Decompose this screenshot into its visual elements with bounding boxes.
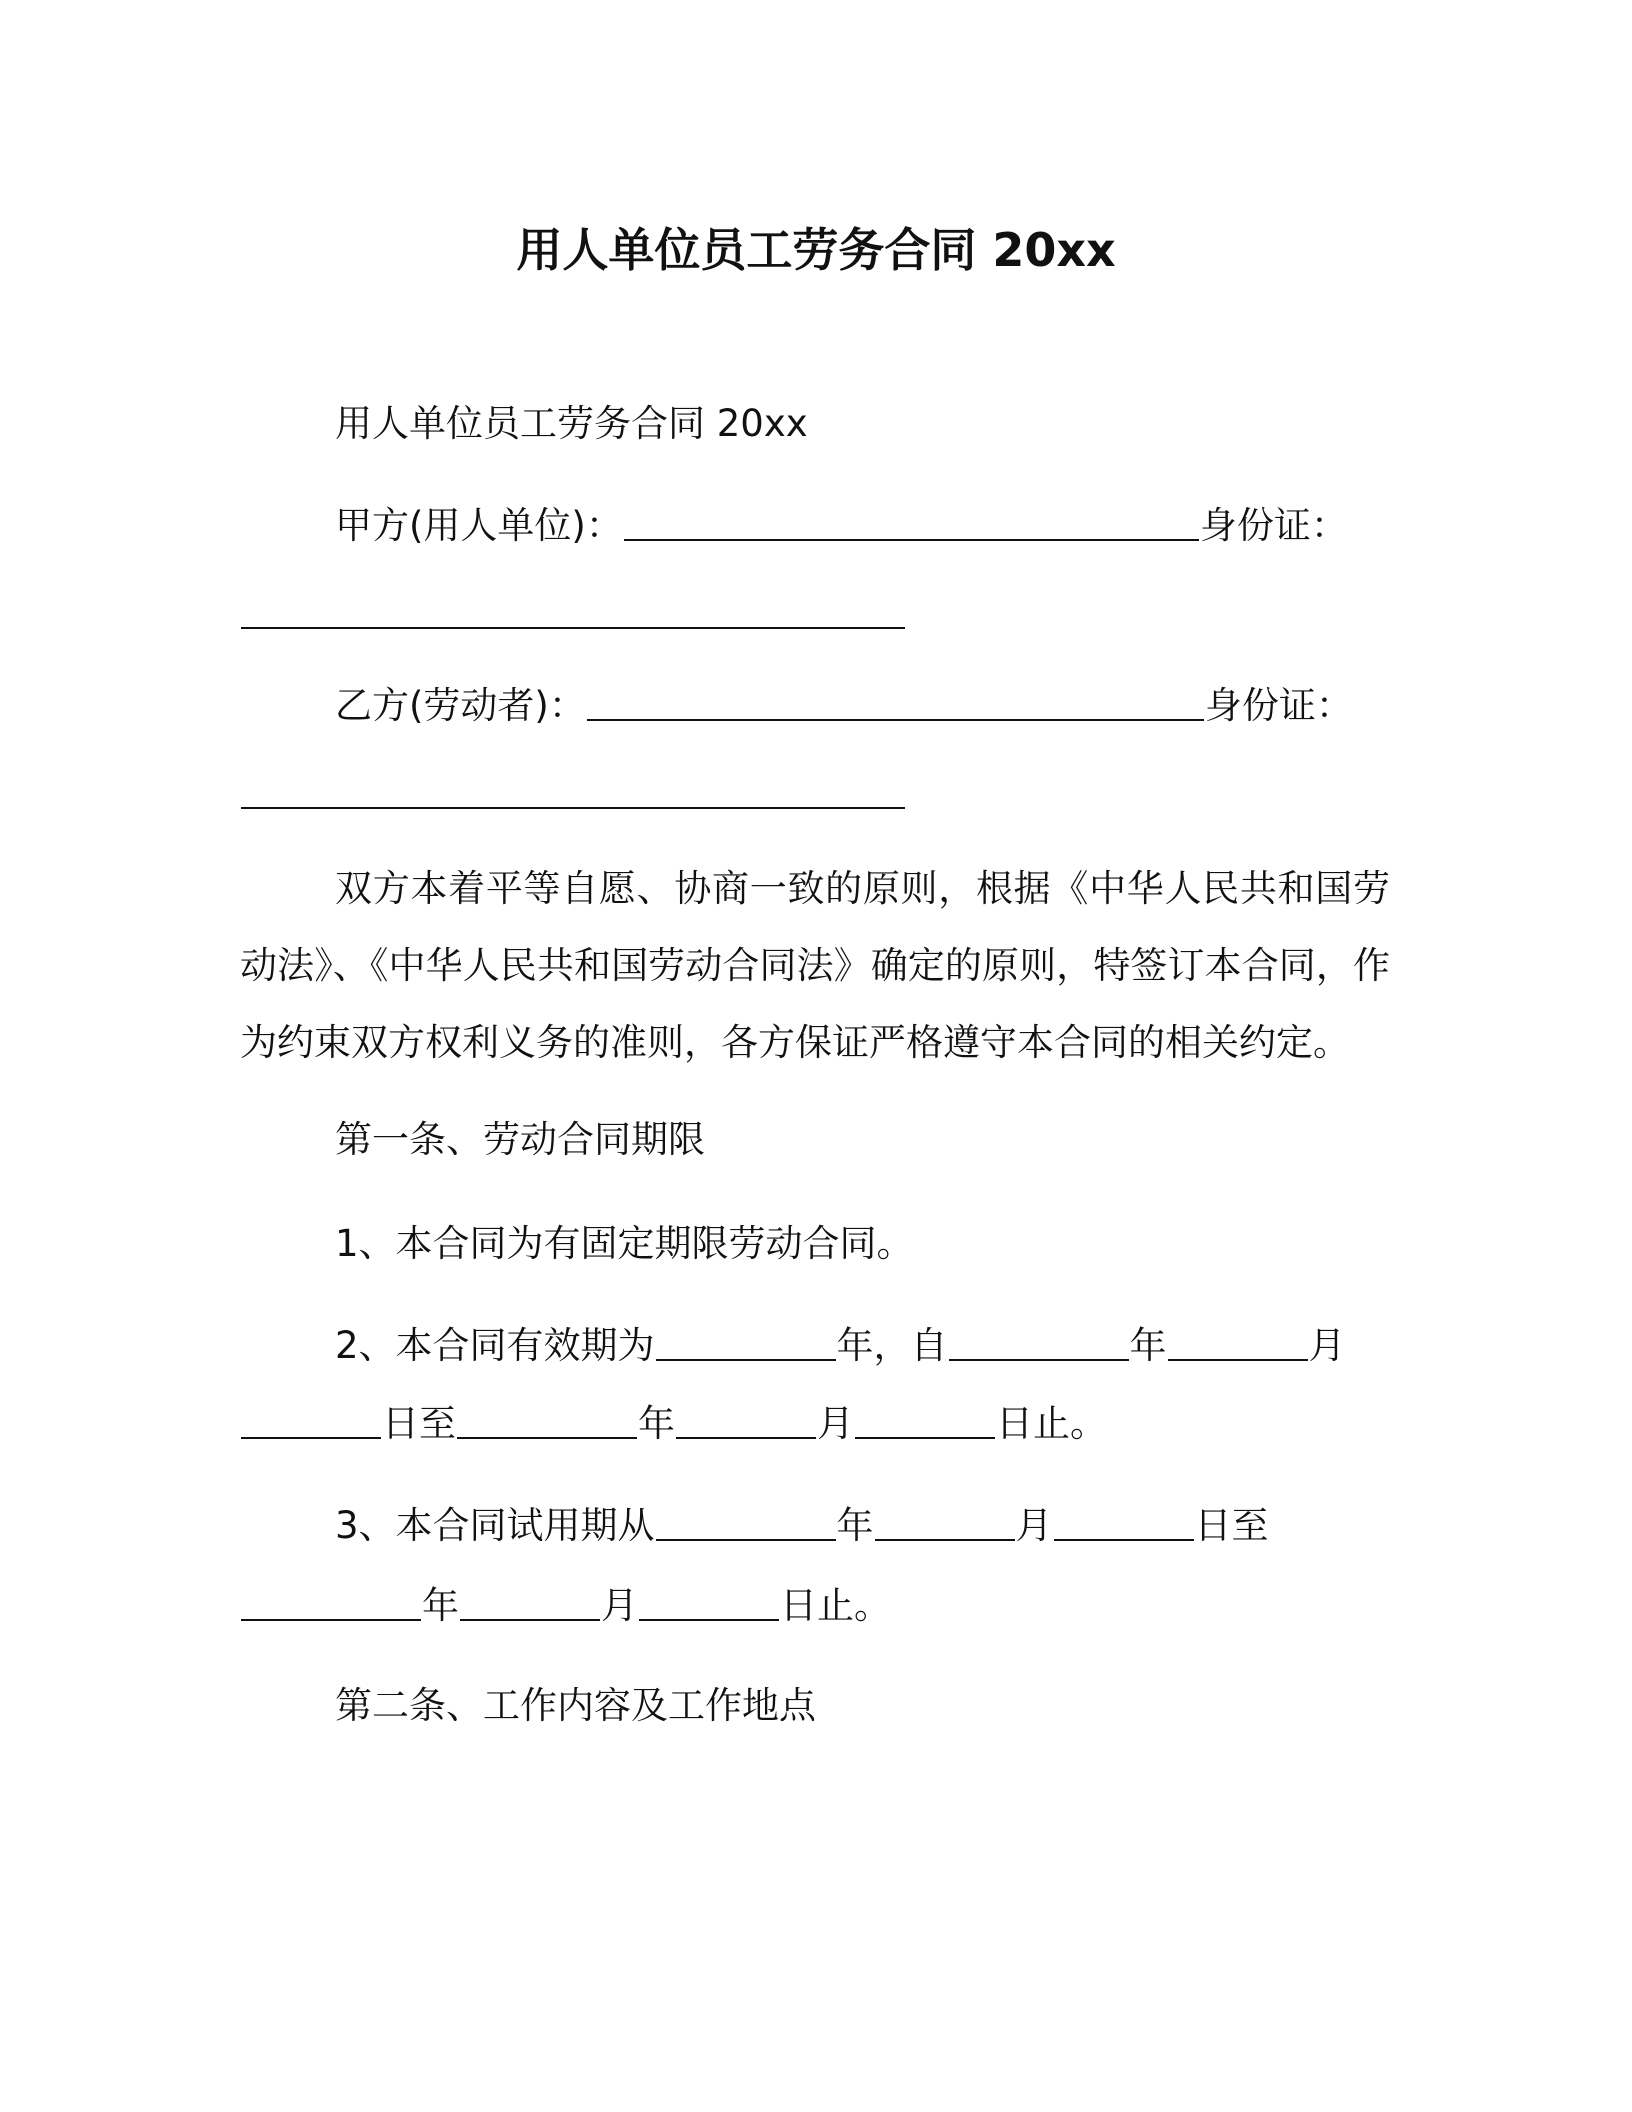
item-2-start-day-blank [241,1436,381,1439]
item-2-month: 月 [1308,1324,1346,1367]
party-a-line [335,500,1348,552]
party-b-id-line [240,768,906,820]
party-b-line [335,680,1353,732]
item-3-end-year-blank [241,1618,421,1621]
item-2-end-year-blank [457,1436,637,1439]
item-3-start-month-blank [875,1538,1015,1541]
item-2-year: 年 [1129,1324,1167,1367]
party-a-id-line [240,588,906,640]
party-a-id-label: 身份证： [1199,504,1348,547]
item-3-start-day-blank [1054,1538,1194,1541]
item-3-end-year: 年 [422,1584,459,1627]
item-3-end-month: 月 [601,1584,638,1627]
item-2-day-to: 日至 [382,1402,456,1445]
item-3-end-month-blank [460,1618,600,1621]
item-2-end: 日止。 [996,1402,1107,1445]
party-b-label: 乙方(劳动者)： [335,684,586,727]
item-2-end-month: 月 [817,1402,854,1445]
party-a-id-blank [241,626,905,629]
item-2-end-day-blank [855,1436,995,1439]
item-3-prefix: 3、本合同试用期从 [335,1504,655,1547]
item-2-years-blank [656,1358,836,1361]
intro-paragraph: 双方本着平等自愿、协商一致的原则，根据《中华人民共和国劳动法》、《中华人民共和国劳动合同法》确定的原则，特签订本合同，作为约束双方权利义务的准则，各方保证严格遵守本合同的相关约定。 [240,867,1390,1064]
item-3-month: 月 [1015,1504,1053,1547]
item-3-day-to: 日至 [1194,1504,1269,1547]
item-2-start-month-blank [1168,1358,1308,1361]
item-3-end: 日止。 [780,1584,891,1627]
party-a-label: 甲方(用人单位)： [335,504,623,547]
item-3-end-day-blank [639,1618,779,1621]
item-3-year: 年 [836,1504,874,1547]
item-2-end-month-blank [676,1436,816,1439]
article-1-item-1: 1、本合同为有固定期限劳动合同。 [335,1222,914,1265]
item-2-year-from: 年，自 [836,1324,948,1367]
article-1-item-3-line-2 [240,1580,891,1632]
article-1-item-2-line-1 [335,1320,1346,1372]
item-2-start-year-blank [949,1358,1129,1361]
item-2-end-year: 年 [638,1402,675,1445]
item-2-prefix: 2、本合同有效期为 [335,1324,655,1367]
party-b-id-label: 身份证： [1204,684,1353,727]
article-1-heading: 第一条、劳动合同期限 [335,1118,705,1161]
article-1-item-2-line-2 [240,1398,1107,1450]
party-b-name-blank [587,718,1204,721]
document-title: 用人单位员工劳务合同 20xx [516,223,1116,277]
party-a-name-blank [624,538,1199,541]
item-3-start-year-blank [656,1538,836,1541]
document-subtitle: 用人单位员工劳务合同 20xx [335,402,808,445]
article-1-item-3-line-1 [335,1500,1269,1552]
party-b-id-blank [241,806,905,809]
article-2-heading: 第二条、工作内容及工作地点 [335,1684,816,1727]
